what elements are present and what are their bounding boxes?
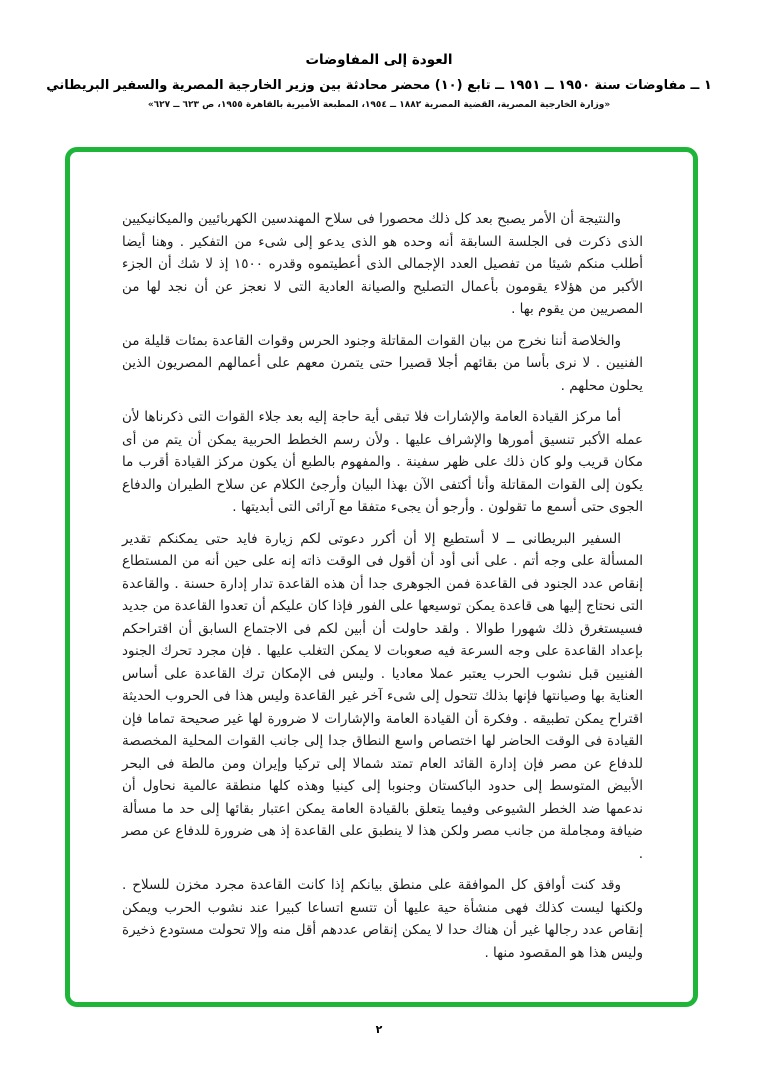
paragraph: أما مركز القيادة العامة والإشارات فلا تبقى أية حاجة إليه بعد جلاء القوات التى ذكرناها لأن عمله الأكبر تنسيق أمورها والإشراف عليها . ولأن رسم الخطط الحربية يمكن أن يتم من أى مكان قريب ولو كان ذلك على ظهر سفينة . والمفهوم بالطبع أن يكون مركز القيادة أقرب ما يكون إلى القوات المقاتلة وأنا أكتفى الآن بهذا البيان وأرجئ الكلام عن سلاح الطيران والدفاع الجوى حتى أسمع ما تقولون . وأرجو أن يجىء متفقا مع آرائى التى أبديتها .: [122, 409, 643, 515]
paragraph: السفير البريطانى ــ لا أستطيع إلا أن أكرر دعوتى لكم زيارة فايد حتى يمكنكم تقدير المسألة على وجه أتم . على أنى أود أن أقول فى الوقت ذاته إنه على حين أنه من المستطاع إنقاص عدد الجنود فى القاعدة فمن الجوهرى جدا أن هذه القاعدة تدار إدارة حسنة . والقاعدة التى نحتاج إليها هى قاعدة يمكن توسيعها على الفور فإذا كان عليكم أن تعدوا القاعدة من جديد فسيستغرق ذلك شهورا طوالا . ولقد حاولت أن أبين لكم فى الاجتماع السابق أن اقتراحكم بإعداد القاعدة على وجه السرعة فيه صعوبات لا يمكن التغلب عليها . فإن مجرد تحرك الجنود الفنيين قبل نشوب الحرب يعتبر عملا معاديا . وليس فى الإمكان ترك القاعدة على أساس العناية بها وصيانتها فإنها بذلك تتحول إلى شىء آخر غير القاعدة وليس هذا فى الحروب الحديثة اقتراح يمكن تطبيقه . وفكرة أن القيادة العامة والإشارات لا ضرورة لها غير صحيحة تماما فإن القيادة فى الوقت الحاضر لها اختصاص واسع النطاق جدا إلى جانب القوات المحلية المخصصة للدفاع عن مصر فإن إدارة القائد العام تمتد شمالا إلى تركيا وإيران ومن مالطة فى البحر الأبيض المتوسط إلى حدود الباكستان وجنوبا إلى كينيا وهذه كلها منطقة عالمية نحاول أن ندعمها ضد الخطر الشيوعى وفيما يتعلق بالقيادة العامة يمكن اعتبار بقائها إلى حد ما مسألة ضيافة ومجاملة من جانب مصر ولكن هذا لا ينطبق على القاعدة إذ هى ضرورة للدفاع عن مصر .: [122, 530, 643, 862]
page-number: ٢: [375, 1023, 383, 1036]
paragraph: وقد كنت أوافق كل الموافقة على منطق بيانكم إذا كانت القاعدة مجرد مخزن للسلاح . ولكنها ليست كذلك فهى منشأة حية عليها أن تتسع اتساعا كبيرا عند نشوب الحرب ويمكن إنقاص عدد رجالها غير أن هناك حدا لا يمكن إنقاص عددهم أقل منه وإلا تحولت مستودع ذخيرة وليس هذا هو المقصود منها .: [122, 877, 643, 961]
document-subtitle: ١ ــ مفاوضات سنة ١٩٥٠ ــ ١٩٥١ ــ تابع (١٠) محضر محادثة بين وزير الخارجية المصرية والسفير البريطاني: [46, 78, 712, 93]
page-header: [0, 52, 758, 110]
paragraph: والنتيجة أن الأمر يصبح بعد كل ذلك محصورا فى سلاح المهندسين الكهربائيين والميكانيكيين الذى ذكرت فى الجلسة السابقة أنه وحده هو الذى يدعو إلى شىء من التفكير . وهنا أيضا أطلب منكم شيئا من تفصيل العدد الإجمالى الذى أعطيتموه وقدره ١٥٠٠ إذ لا شك أن الجزء الأكبر من هؤلاء يقومون بأعمال التصليح والصيانة العادية التى لا نعجز عن أن نجد لها من المصريين من يقوم بها .: [122, 211, 643, 317]
source-citation: «وزارة الخارجية المصرية، القضية المصرية ١٨٨٢ ــ ١٩٥٤، المطبعة الأميرية بالقاهرة ١٩٥٥، ص ٦٢٣ ــ ٦٢٧»: [147, 100, 611, 110]
document-body: [122, 208, 643, 964]
page-title: العودة إلى المفاوضات: [305, 52, 453, 68]
paragraph: والخلاصة أننا نخرج من بيان القوات المقاتلة وجنود الحرس وقوات القاعدة بمئات قليلة من الفنيين . لا نرى بأسا من بقائهم أجلا قصيرا حتى يتمرن معهم على أعمالهم المصريون الذين يحلون محلهم .: [122, 332, 643, 394]
scanned-document-frame: [65, 147, 698, 1007]
